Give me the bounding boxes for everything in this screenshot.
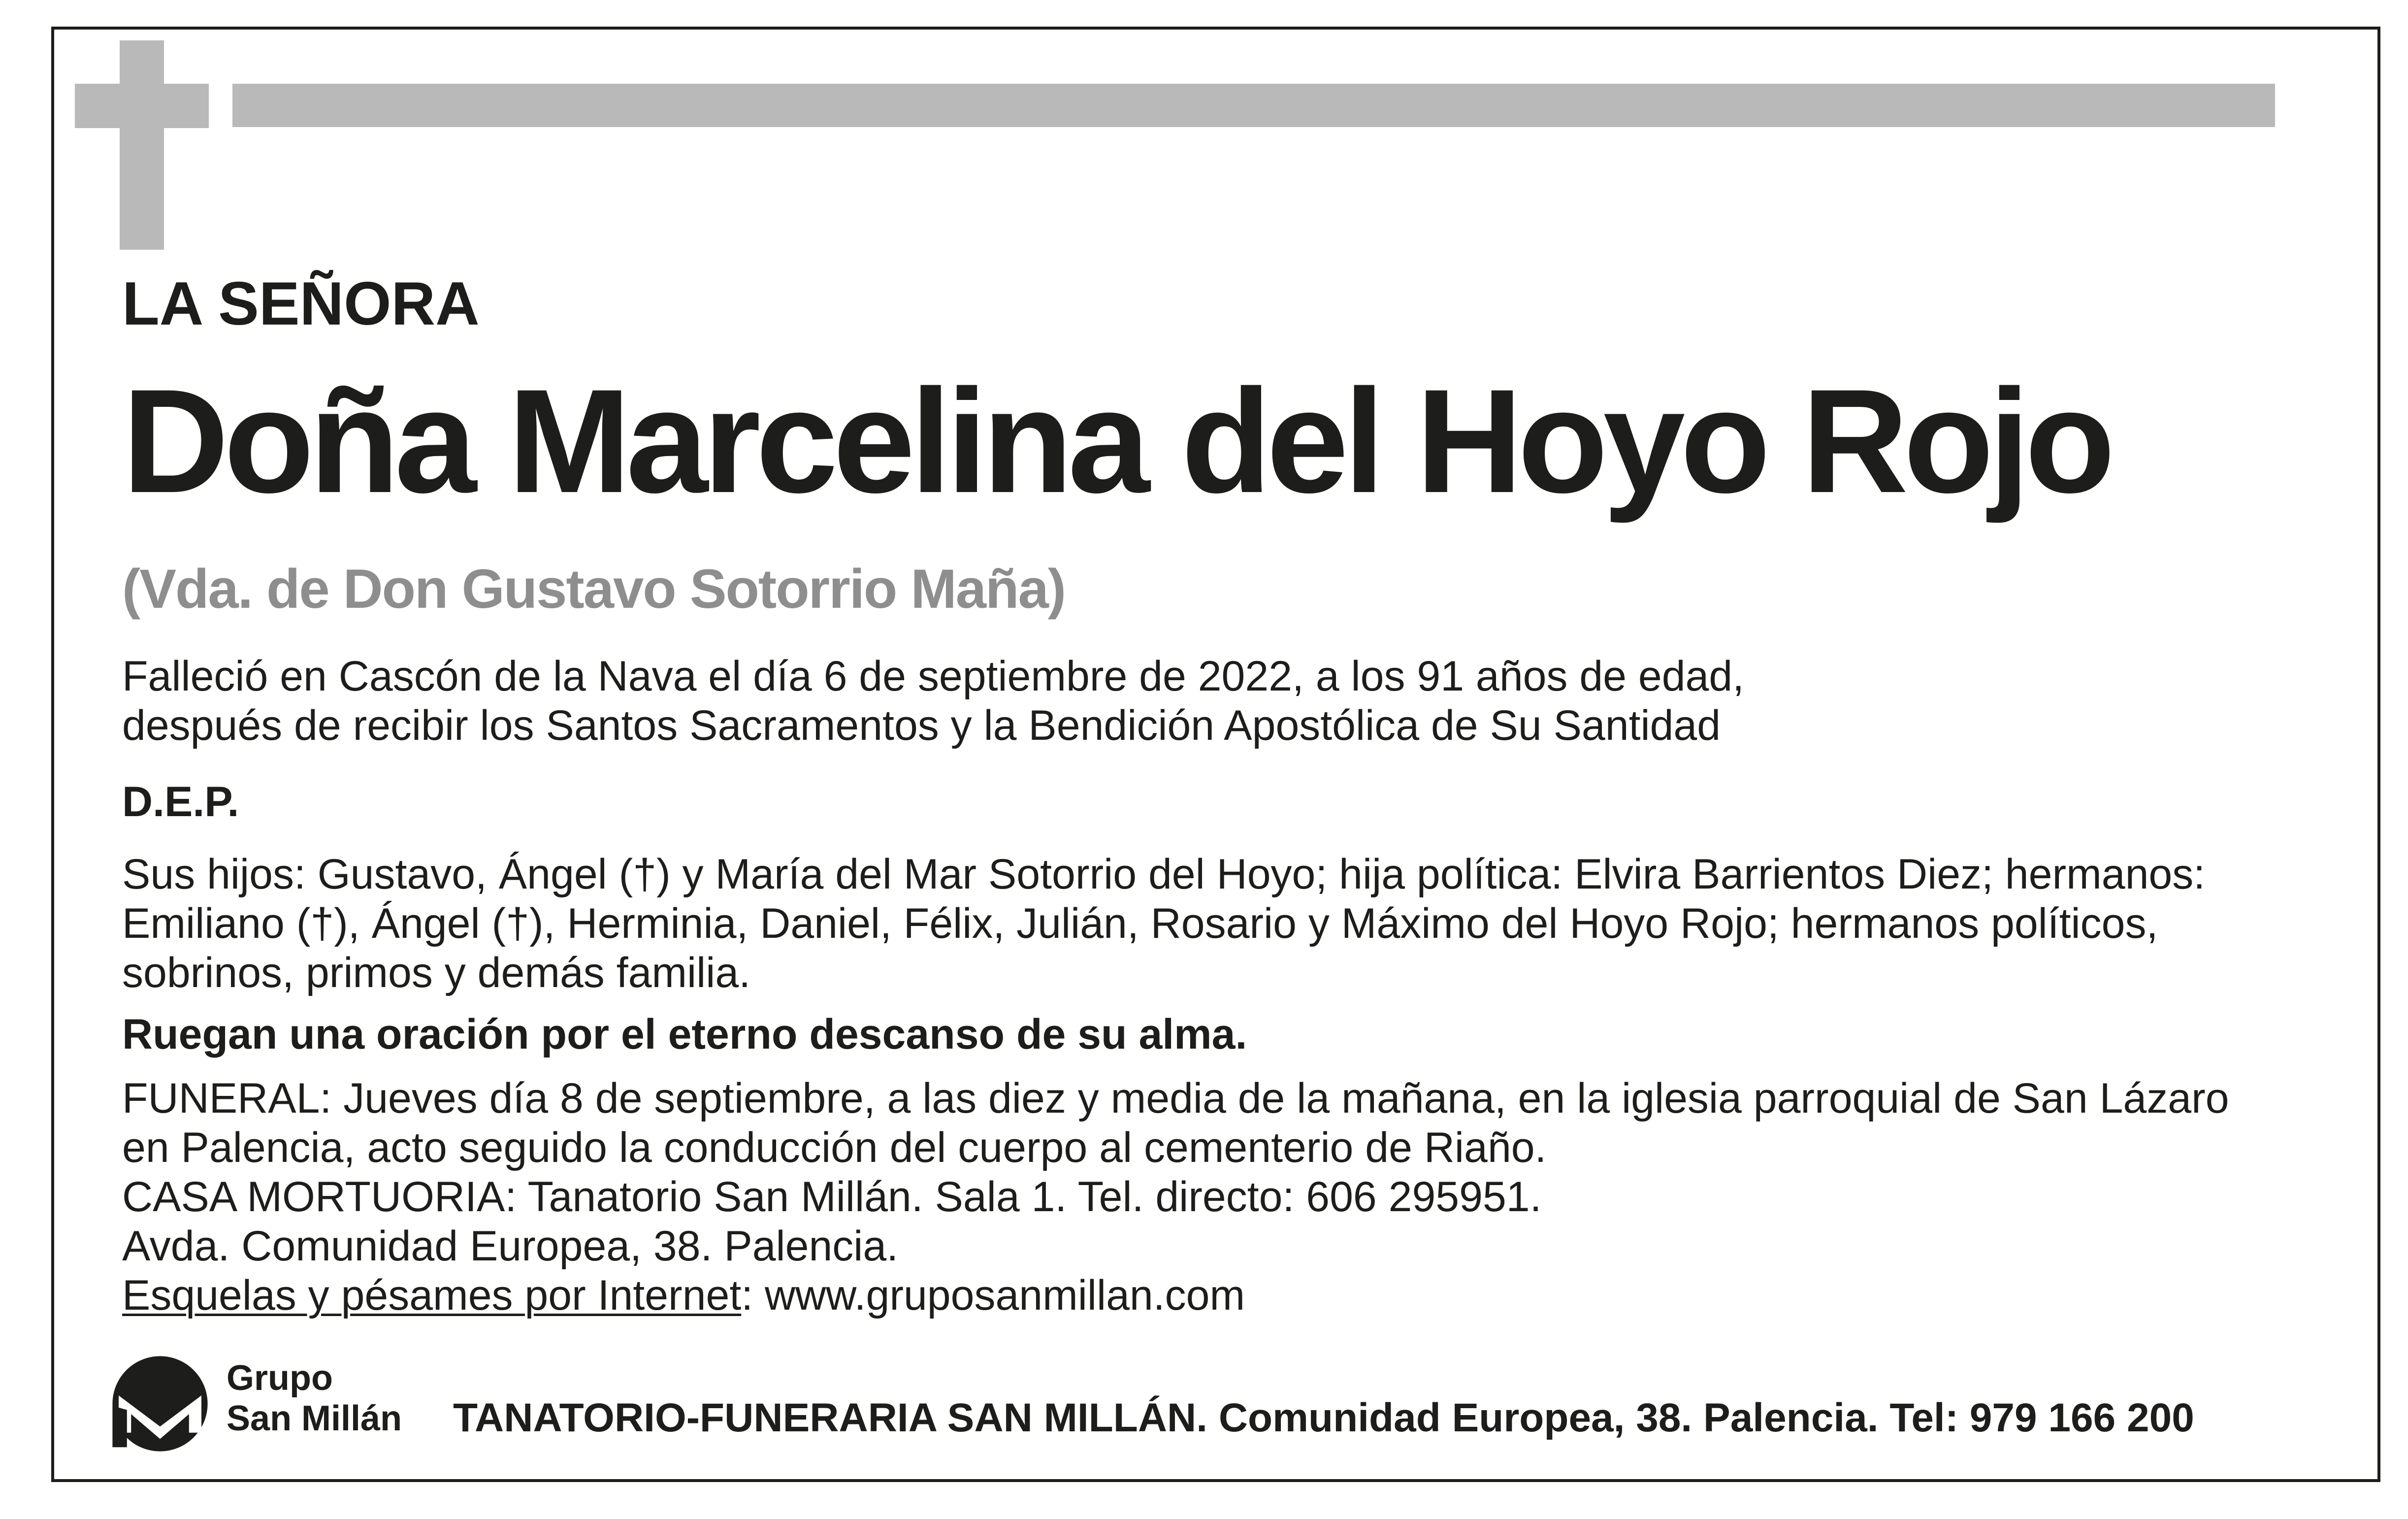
logo-wordmark	[227, 1358, 402, 1439]
logo-line: Grupo	[227, 1358, 333, 1398]
death-line: Falleció en Cascón de la Nava el día 6 de septiembre de 2022, a los 91 años de edad,	[122, 653, 1745, 700]
header-bar	[232, 84, 2275, 127]
overline: LA SEÑORA	[122, 270, 480, 338]
san-millan-logo-icon	[108, 1352, 212, 1455]
internet-label: Esquelas y pésames por Internet	[122, 1272, 742, 1319]
widow-of-line: (Vda. de Don Gustavo Sotorrio Maña)	[122, 558, 1066, 620]
cross-icon-horizontal	[75, 84, 209, 128]
funeral-home-footer: TANATORIO-FUNERARIA SAN MILLÁN. Comunidad Europea, 38. Palencia. Tel: 979 166 200	[453, 1395, 2194, 1440]
death-line: después de recibir los Santos Sacramentos y la Bendición Apostólica de Su Santidad	[122, 702, 1721, 749]
website-link[interactable]: www.gruposanmillan.com	[765, 1272, 1245, 1319]
funeral-info	[122, 1074, 2229, 1320]
family-line: Sus hijos: Gustavo, Ángel (†) y María del Mar Sotorrio del Hoyo; hija política: Elvira Barrientos Diez; hermanos:	[122, 851, 2206, 898]
deceased-name: Doña Marcelina del Hoyo Rojo	[122, 358, 2111, 524]
cross-icon-vertical	[120, 40, 164, 250]
dep-line: D.E.P.	[122, 778, 239, 826]
family-line: Emiliano (†), Ángel (†), Herminia, Daniel, Félix, Julián, Rosario y Máximo del Hoyo Rojo; hermanos políticos,	[122, 900, 2158, 947]
internet-line	[122, 1271, 2229, 1320]
funeral-line: Avda. Comunidad Europea, 38. Palencia.	[122, 1222, 899, 1270]
funeral-line: CASA MORTUORIA: Tanatorio San Millán. Sala 1. Tel. directo: 606 295951.	[122, 1173, 1542, 1221]
death-details	[122, 652, 1744, 750]
prayer-request: Ruegan una oración por el eterno descanso de su alma.	[122, 1011, 1247, 1058]
logo-line: San Millán	[227, 1399, 402, 1438]
family-line: sobrinos, primos y demás familia.	[122, 949, 751, 996]
funeral-line: en Palencia, acto seguido la conducción del cuerpo al cementerio de Riaño.	[122, 1124, 1547, 1171]
internet-separator: :	[741, 1272, 765, 1319]
family-list	[122, 850, 2205, 997]
funeral-line: FUNERAL: Jueves día 8 de septiembre, a las diez y media de la mañana, en la iglesia parroquial de San Lázaro	[122, 1075, 2229, 1122]
